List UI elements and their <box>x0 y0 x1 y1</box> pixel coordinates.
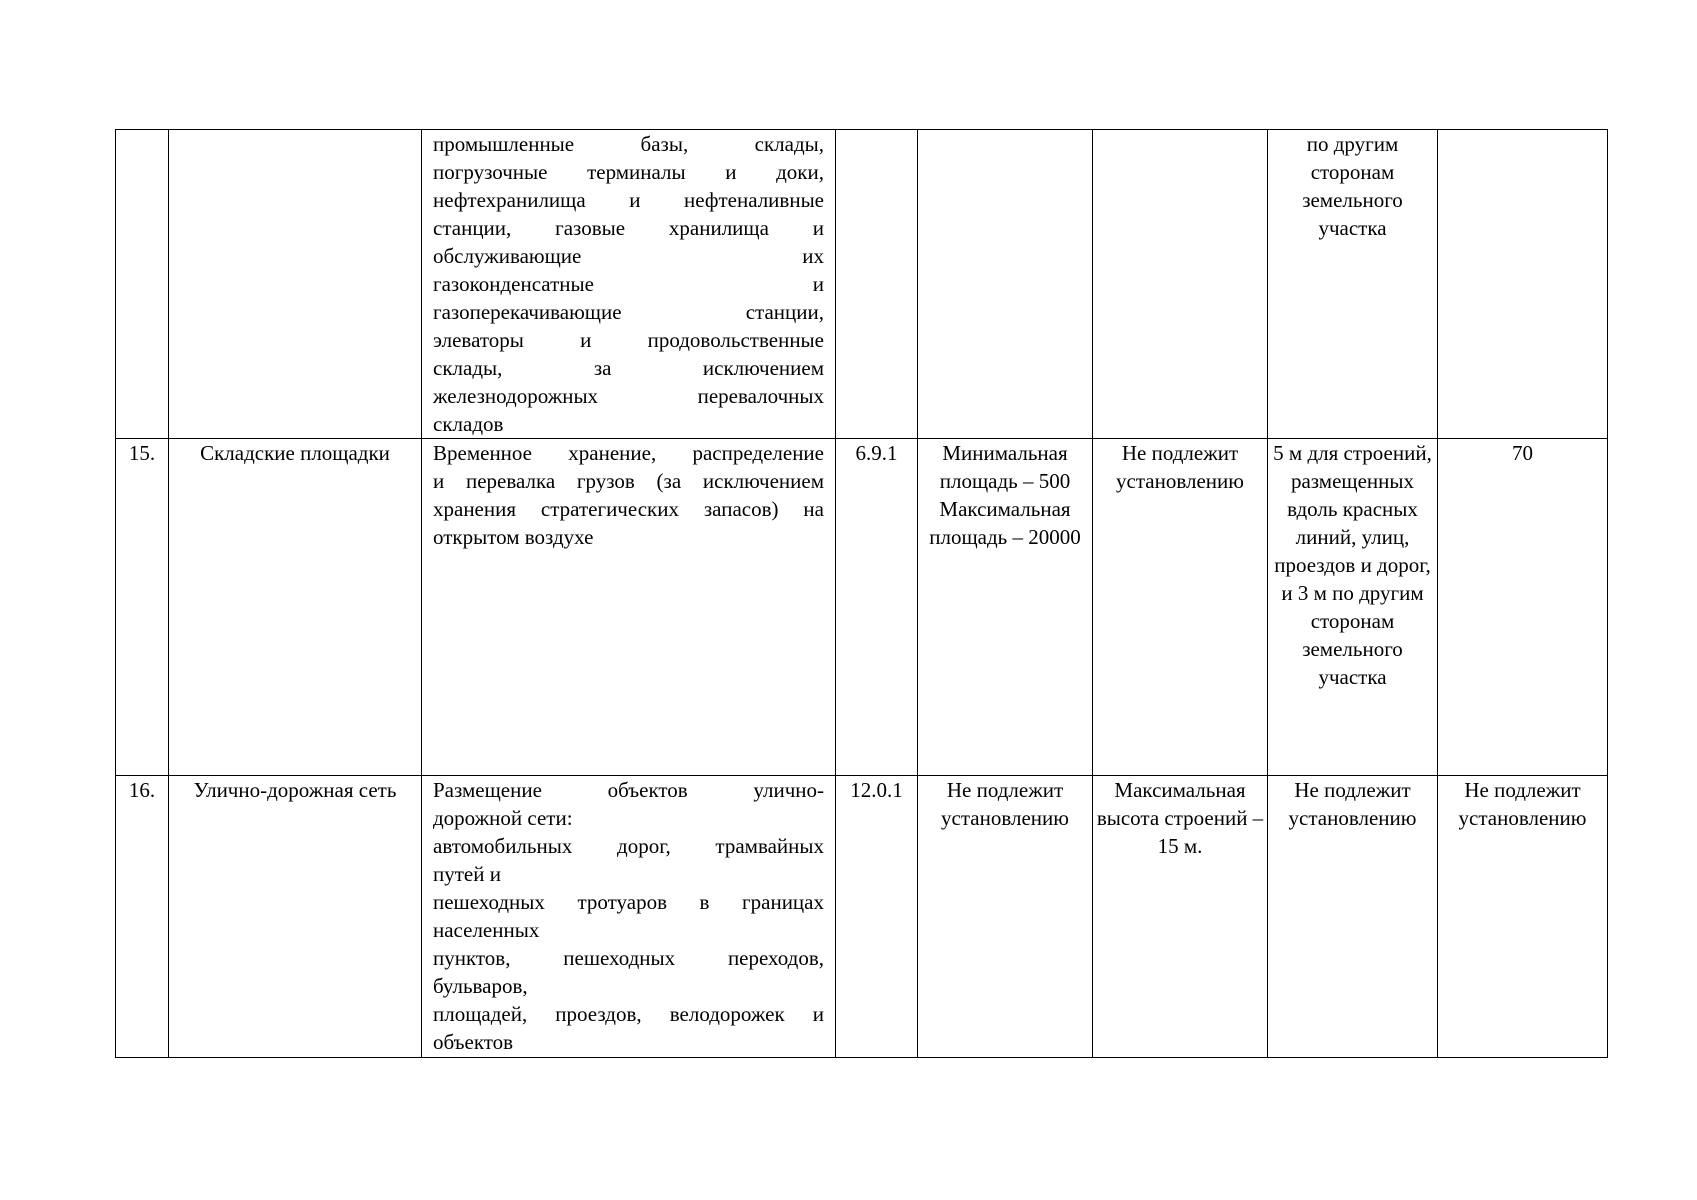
coverage: 70 <box>1438 439 1608 776</box>
use-description <box>422 439 836 776</box>
table-row <box>116 776 1608 1058</box>
regulations-table <box>115 129 1608 1058</box>
description-line: склады, за исключением <box>433 356 824 380</box>
max-height: Максимальная высота строений – 15 м. <box>1093 776 1268 1058</box>
description-line: станции, газовые хранилища и <box>433 216 824 240</box>
description-line: автомобильных дорог, трамвайных <box>433 834 824 858</box>
description-line: дорожной сети: <box>433 806 573 830</box>
description-line: пунктов, пешеходных переходов, <box>433 946 824 970</box>
row-number <box>116 130 169 439</box>
use-description <box>422 776 836 1058</box>
description-line: открытом воздухе <box>433 525 594 549</box>
description-line: хранения стратегических запасов) на <box>433 497 824 521</box>
plot-area <box>918 130 1093 439</box>
max-height <box>1093 130 1268 439</box>
table-row <box>116 130 1608 439</box>
description-line: бульваров, <box>433 974 528 998</box>
description-line: складов <box>433 412 504 436</box>
coverage: Не подлежит установлению <box>1438 776 1608 1058</box>
description-line: площадей, проездов, велодорожек и <box>433 1002 824 1026</box>
use-name <box>169 130 422 439</box>
plot-area: Минимальная площадь – 500 Максимальная площадь – 20000 <box>918 439 1093 776</box>
setback: Не подлежит установлению <box>1268 776 1438 1058</box>
description-line: путей и <box>433 862 501 886</box>
use-description <box>422 130 836 439</box>
description-line: железнодорожных перевалочных <box>433 384 824 408</box>
description-line: промышленные базы, склады, <box>433 132 824 156</box>
table-row <box>116 439 1608 776</box>
max-height: Не подлежит установлению <box>1093 439 1268 776</box>
description-line: пешеходных тротуаров в границах <box>433 890 824 914</box>
description-line: газоконденсатные и <box>433 272 824 296</box>
description-line: погрузочные терминалы и доки, <box>433 160 824 184</box>
plot-area: Не подлежит установлению <box>918 776 1093 1058</box>
use-name: Складские площадки <box>169 439 422 776</box>
description-line: Временное хранение, распределение <box>433 441 824 465</box>
description-line: элеваторы и продовольственные <box>433 328 824 352</box>
description-line: населенных <box>433 918 540 942</box>
classifier-code <box>836 130 918 439</box>
setback: по другим сторонам земельного участка <box>1268 130 1438 439</box>
coverage <box>1438 130 1608 439</box>
description-line: объектов <box>433 1030 514 1054</box>
row-number: 15. <box>116 439 169 776</box>
description-line: и перевалка грузов (за исключением <box>433 469 824 493</box>
description-line: нефтехранилища и нефтеналивные <box>433 188 824 212</box>
use-name: Улично-дорожная сеть <box>169 776 422 1058</box>
description-line: Размещение объектов улично- <box>433 778 824 802</box>
setback: 5 м для строений, размещенных вдоль красных линий, улиц, проездов и дорог, и 3 м по другим сторонам земельного участка <box>1268 439 1438 776</box>
classifier-code: 12.0.1 <box>836 776 918 1058</box>
classifier-code: 6.9.1 <box>836 439 918 776</box>
description-line: газоперекачивающие станции, <box>433 300 824 324</box>
row-number: 16. <box>116 776 169 1058</box>
description-line: обслуживающие их <box>433 244 824 268</box>
